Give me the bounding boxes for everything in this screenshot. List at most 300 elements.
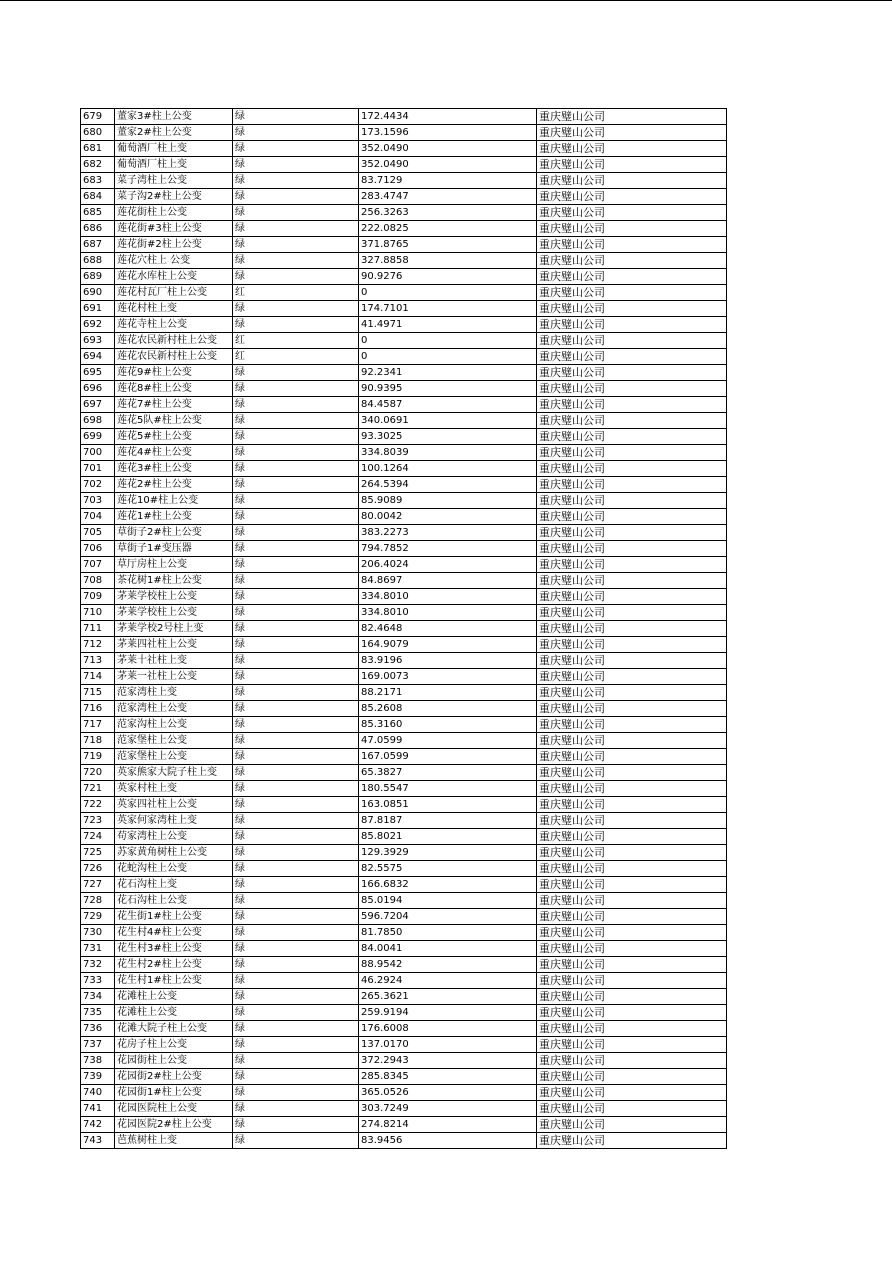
value-cell: 163.0851 [359, 797, 537, 813]
transformer-name-cell: 花滩柱上公变 [115, 1005, 233, 1021]
data-table-body [81, 109, 727, 1149]
row-number-cell: 732 [81, 957, 115, 973]
table-row [81, 461, 727, 477]
value-cell: 283.4747 [359, 189, 537, 205]
value-cell: 596.7204 [359, 909, 537, 925]
row-number-cell: 716 [81, 701, 115, 717]
status-cell: 绿 [233, 205, 359, 221]
table-row [81, 621, 727, 637]
status-cell: 绿 [233, 1085, 359, 1101]
row-number-cell: 719 [81, 749, 115, 765]
transformer-name-cell: 花蛇沟柱上公变 [115, 861, 233, 877]
table-row [81, 237, 727, 253]
company-cell: 重庆璧山公司 [537, 413, 727, 429]
row-number-cell: 718 [81, 733, 115, 749]
value-cell: 82.5575 [359, 861, 537, 877]
row-number-cell: 724 [81, 829, 115, 845]
table-row [81, 573, 727, 589]
company-cell: 重庆璧山公司 [537, 797, 727, 813]
row-number-cell: 709 [81, 589, 115, 605]
transformer-name-cell: 莲花农民新村柱上公变 [115, 333, 233, 349]
table-row [81, 445, 727, 461]
value-cell: 222.0825 [359, 221, 537, 237]
table-row [81, 477, 727, 493]
status-cell: 绿 [233, 1053, 359, 1069]
company-cell: 重庆璧山公司 [537, 989, 727, 1005]
table-row [81, 317, 727, 333]
transformer-name-cell: 莲花4#柱上公变 [115, 445, 233, 461]
status-cell: 绿 [233, 1117, 359, 1133]
value-cell: 84.8697 [359, 573, 537, 589]
transformer-name-cell: 苟家湾柱上公变 [115, 829, 233, 845]
transformer-name-cell: 茶花树1#柱上公变 [115, 573, 233, 589]
table-row [81, 829, 727, 845]
table-row [81, 285, 727, 301]
value-cell: 372.2943 [359, 1053, 537, 1069]
row-number-cell: 739 [81, 1069, 115, 1085]
value-cell: 85.9089 [359, 493, 537, 509]
status-cell: 绿 [233, 221, 359, 237]
company-cell: 重庆璧山公司 [537, 765, 727, 781]
table-row [81, 109, 727, 125]
row-number-cell: 712 [81, 637, 115, 653]
value-cell: 85.2608 [359, 701, 537, 717]
status-cell: 红 [233, 349, 359, 365]
value-cell: 0 [359, 349, 537, 365]
company-cell: 重庆璧山公司 [537, 285, 727, 301]
row-number-cell: 685 [81, 205, 115, 221]
company-cell: 重庆璧山公司 [537, 877, 727, 893]
row-number-cell: 730 [81, 925, 115, 941]
page-top-border [0, 0, 892, 1]
value-cell: 85.8021 [359, 829, 537, 845]
row-number-cell: 714 [81, 669, 115, 685]
row-number-cell: 707 [81, 557, 115, 573]
company-cell: 重庆璧山公司 [537, 109, 727, 125]
company-cell: 重庆璧山公司 [537, 557, 727, 573]
company-cell: 重庆璧山公司 [537, 269, 727, 285]
company-cell: 重庆璧山公司 [537, 685, 727, 701]
status-cell: 绿 [233, 269, 359, 285]
status-cell: 绿 [233, 381, 359, 397]
table-row [81, 877, 727, 893]
status-cell: 绿 [233, 1101, 359, 1117]
transformer-name-cell: 莲花7#柱上公变 [115, 397, 233, 413]
transformer-name-cell: 莲花村柱上变 [115, 301, 233, 317]
table-row [81, 541, 727, 557]
status-cell: 绿 [233, 573, 359, 589]
status-cell: 绿 [233, 109, 359, 125]
row-number-cell: 726 [81, 861, 115, 877]
table-row [81, 509, 727, 525]
company-cell: 重庆璧山公司 [537, 253, 727, 269]
table-row [81, 957, 727, 973]
status-cell: 绿 [233, 685, 359, 701]
value-cell: 88.9542 [359, 957, 537, 973]
transformer-name-cell: 芭蕉树柱上变 [115, 1133, 233, 1149]
transformer-name-cell: 花滩大院子柱上公变 [115, 1021, 233, 1037]
row-number-cell: 728 [81, 893, 115, 909]
value-cell: 334.8010 [359, 605, 537, 621]
transformer-name-cell: 英家熊家大院子柱上变 [115, 765, 233, 781]
transformer-name-cell: 苏家黄角树柱上公变 [115, 845, 233, 861]
transformer-name-cell: 花生街1#柱上公变 [115, 909, 233, 925]
status-cell: 绿 [233, 765, 359, 781]
status-cell: 绿 [233, 173, 359, 189]
company-cell: 重庆璧山公司 [537, 1037, 727, 1053]
status-cell: 绿 [233, 653, 359, 669]
row-number-cell: 701 [81, 461, 115, 477]
company-cell: 重庆璧山公司 [537, 829, 727, 845]
company-cell: 重庆璧山公司 [537, 1005, 727, 1021]
status-cell: 绿 [233, 397, 359, 413]
value-cell: 0 [359, 285, 537, 301]
row-number-cell: 690 [81, 285, 115, 301]
value-cell: 81.7850 [359, 925, 537, 941]
table-row [81, 301, 727, 317]
company-cell: 重庆璧山公司 [537, 173, 727, 189]
transformer-name-cell: 茅莱学校柱上公变 [115, 605, 233, 621]
company-cell: 重庆璧山公司 [537, 733, 727, 749]
value-cell: 85.3160 [359, 717, 537, 733]
row-number-cell: 708 [81, 573, 115, 589]
row-number-cell: 681 [81, 141, 115, 157]
row-number-cell: 682 [81, 157, 115, 173]
table-row [81, 733, 727, 749]
company-cell: 重庆璧山公司 [537, 525, 727, 541]
value-cell: 340.0691 [359, 413, 537, 429]
status-cell: 绿 [233, 989, 359, 1005]
value-cell: 365.0526 [359, 1085, 537, 1101]
company-cell: 重庆璧山公司 [537, 317, 727, 333]
company-cell: 重庆璧山公司 [537, 333, 727, 349]
company-cell: 重庆璧山公司 [537, 1085, 727, 1101]
transformer-name-cell: 范家沟柱上公变 [115, 717, 233, 733]
company-cell: 重庆璧山公司 [537, 1117, 727, 1133]
value-cell: 264.5394 [359, 477, 537, 493]
transformer-name-cell: 莲花农民新村柱上公变 [115, 349, 233, 365]
transformer-name-cell: 董家2#柱上公变 [115, 125, 233, 141]
value-cell: 41.4971 [359, 317, 537, 333]
table-row [81, 861, 727, 877]
transformer-name-cell: 花石沟柱上公变 [115, 893, 233, 909]
table-row [81, 429, 727, 445]
company-cell: 重庆璧山公司 [537, 1069, 727, 1085]
status-cell: 绿 [233, 461, 359, 477]
table-row [81, 141, 727, 157]
table-row [81, 125, 727, 141]
company-cell: 重庆璧山公司 [537, 909, 727, 925]
status-cell: 红 [233, 285, 359, 301]
row-number-cell: 731 [81, 941, 115, 957]
row-number-cell: 686 [81, 221, 115, 237]
company-cell: 重庆璧山公司 [537, 221, 727, 237]
value-cell: 259.9194 [359, 1005, 537, 1021]
value-cell: 172.4434 [359, 109, 537, 125]
company-cell: 重庆璧山公司 [537, 1021, 727, 1037]
table-row [81, 493, 727, 509]
transformer-name-cell: 莲花9#柱上公变 [115, 365, 233, 381]
table-row [81, 1053, 727, 1069]
table-row [81, 653, 727, 669]
table-row [81, 925, 727, 941]
value-cell: 164.9079 [359, 637, 537, 653]
status-cell: 绿 [233, 941, 359, 957]
table-row [81, 253, 727, 269]
transformer-name-cell: 茅莱一社柱上公变 [115, 669, 233, 685]
transformer-name-cell: 茅莱学校2号柱上变 [115, 621, 233, 637]
transformer-name-cell: 花园街柱上公变 [115, 1053, 233, 1069]
value-cell: 90.9276 [359, 269, 537, 285]
status-cell: 绿 [233, 1069, 359, 1085]
status-cell: 绿 [233, 301, 359, 317]
transformer-name-cell: 花园街2#柱上公变 [115, 1069, 233, 1085]
company-cell: 重庆璧山公司 [537, 957, 727, 973]
row-number-cell: 694 [81, 349, 115, 365]
transformer-name-cell: 茅莱十社柱上变 [115, 653, 233, 669]
company-cell: 重庆璧山公司 [537, 397, 727, 413]
company-cell: 重庆璧山公司 [537, 429, 727, 445]
company-cell: 重庆璧山公司 [537, 125, 727, 141]
company-cell: 重庆璧山公司 [537, 141, 727, 157]
transformer-name-cell: 花生村4#柱上公变 [115, 925, 233, 941]
status-cell: 绿 [233, 749, 359, 765]
row-number-cell: 717 [81, 717, 115, 733]
table-row [81, 605, 727, 621]
transformer-name-cell: 菜子湾柱上公变 [115, 173, 233, 189]
table-row [81, 845, 727, 861]
row-number-cell: 705 [81, 525, 115, 541]
status-cell: 绿 [233, 237, 359, 253]
transformer-name-cell: 花生村1#柱上公变 [115, 973, 233, 989]
status-cell: 绿 [233, 525, 359, 541]
table-row [81, 173, 727, 189]
table-row [81, 637, 727, 653]
transformer-name-cell: 莲花村瓦厂柱上公变 [115, 285, 233, 301]
row-number-cell: 697 [81, 397, 115, 413]
value-cell: 90.9395 [359, 381, 537, 397]
transformer-name-cell: 草厅房柱上公变 [115, 557, 233, 573]
value-cell: 334.8039 [359, 445, 537, 461]
table-row [81, 1133, 727, 1149]
transformer-name-cell: 董家3#柱上公变 [115, 109, 233, 125]
company-cell: 重庆璧山公司 [537, 301, 727, 317]
status-cell: 绿 [233, 445, 359, 461]
status-cell: 绿 [233, 125, 359, 141]
table-row [81, 989, 727, 1005]
transformer-name-cell: 范家堡柱上公变 [115, 749, 233, 765]
company-cell: 重庆璧山公司 [537, 493, 727, 509]
table-row [81, 557, 727, 573]
status-cell: 绿 [233, 973, 359, 989]
status-cell: 绿 [233, 717, 359, 733]
company-cell: 重庆璧山公司 [537, 573, 727, 589]
transformer-name-cell: 莲花5#柱上公变 [115, 429, 233, 445]
company-cell: 重庆璧山公司 [537, 541, 727, 557]
transformer-name-cell: 莲花1#柱上公变 [115, 509, 233, 525]
row-number-cell: 727 [81, 877, 115, 893]
status-cell: 绿 [233, 781, 359, 797]
transformer-name-cell: 草街子2#柱上公变 [115, 525, 233, 541]
table-row [81, 413, 727, 429]
value-cell: 93.3025 [359, 429, 537, 445]
row-number-cell: 695 [81, 365, 115, 381]
company-cell: 重庆璧山公司 [537, 637, 727, 653]
row-number-cell: 687 [81, 237, 115, 253]
status-cell: 绿 [233, 861, 359, 877]
status-cell: 绿 [233, 365, 359, 381]
transformer-name-cell: 莲花10#柱上公变 [115, 493, 233, 509]
status-cell: 绿 [233, 317, 359, 333]
table-row [81, 589, 727, 605]
transformer-name-cell: 花滩柱上公变 [115, 989, 233, 1005]
transformer-name-cell: 花生村3#柱上公变 [115, 941, 233, 957]
table-row [81, 941, 727, 957]
value-cell: 256.3263 [359, 205, 537, 221]
table-row [81, 717, 727, 733]
company-cell: 重庆璧山公司 [537, 781, 727, 797]
table-row [81, 1021, 727, 1037]
value-cell: 303.7249 [359, 1101, 537, 1117]
company-cell: 重庆璧山公司 [537, 205, 727, 221]
transformer-name-cell: 莲花5队#柱上公变 [115, 413, 233, 429]
transformer-name-cell: 葡萄酒厂柱上变 [115, 157, 233, 173]
value-cell: 167.0599 [359, 749, 537, 765]
row-number-cell: 733 [81, 973, 115, 989]
value-cell: 100.1264 [359, 461, 537, 477]
row-number-cell: 691 [81, 301, 115, 317]
value-cell: 265.3621 [359, 989, 537, 1005]
company-cell: 重庆璧山公司 [537, 845, 727, 861]
table-row [81, 893, 727, 909]
company-cell: 重庆璧山公司 [537, 381, 727, 397]
status-cell: 绿 [233, 669, 359, 685]
value-cell: 83.7129 [359, 173, 537, 189]
status-cell: 绿 [233, 477, 359, 493]
value-cell: 371.8765 [359, 237, 537, 253]
transformer-name-cell: 范家湾柱上公变 [115, 701, 233, 717]
table-row [81, 205, 727, 221]
company-cell: 重庆璧山公司 [537, 445, 727, 461]
table-row [81, 1037, 727, 1053]
status-cell: 绿 [233, 1021, 359, 1037]
status-cell: 绿 [233, 493, 359, 509]
value-cell: 274.8214 [359, 1117, 537, 1133]
transformer-name-cell: 莲花街#3柱上公变 [115, 221, 233, 237]
status-cell: 绿 [233, 157, 359, 173]
value-cell: 82.4648 [359, 621, 537, 637]
value-cell: 47.0599 [359, 733, 537, 749]
row-number-cell: 735 [81, 1005, 115, 1021]
value-cell: 794.7852 [359, 541, 537, 557]
table-row [81, 381, 727, 397]
table-row [81, 813, 727, 829]
transformer-name-cell: 莲花2#柱上公变 [115, 477, 233, 493]
value-cell: 83.9196 [359, 653, 537, 669]
value-cell: 166.6832 [359, 877, 537, 893]
table-row [81, 269, 727, 285]
table-row [81, 221, 727, 237]
value-cell: 87.8187 [359, 813, 537, 829]
table-row [81, 1117, 727, 1133]
row-number-cell: 698 [81, 413, 115, 429]
company-cell: 重庆璧山公司 [537, 925, 727, 941]
status-cell: 绿 [233, 509, 359, 525]
status-cell: 绿 [233, 413, 359, 429]
table-row [81, 1005, 727, 1021]
row-number-cell: 684 [81, 189, 115, 205]
row-number-cell: 723 [81, 813, 115, 829]
company-cell: 重庆璧山公司 [537, 941, 727, 957]
table-row [81, 797, 727, 813]
company-cell: 重庆璧山公司 [537, 509, 727, 525]
status-cell: 绿 [233, 813, 359, 829]
table-row [81, 333, 727, 349]
company-cell: 重庆璧山公司 [537, 157, 727, 173]
status-cell: 绿 [233, 1005, 359, 1021]
table-row [81, 765, 727, 781]
row-number-cell: 713 [81, 653, 115, 669]
value-cell: 84.0041 [359, 941, 537, 957]
company-cell: 重庆璧山公司 [537, 461, 727, 477]
transformer-name-cell: 范家堡柱上公变 [115, 733, 233, 749]
row-number-cell: 706 [81, 541, 115, 557]
company-cell: 重庆璧山公司 [537, 477, 727, 493]
status-cell: 绿 [233, 893, 359, 909]
value-cell: 169.0073 [359, 669, 537, 685]
company-cell: 重庆璧山公司 [537, 1133, 727, 1149]
row-number-cell: 725 [81, 845, 115, 861]
transformer-name-cell: 英家何家湾柱上变 [115, 813, 233, 829]
value-cell: 176.6008 [359, 1021, 537, 1037]
value-cell: 85.0194 [359, 893, 537, 909]
company-cell: 重庆璧山公司 [537, 813, 727, 829]
status-cell: 绿 [233, 141, 359, 157]
transformer-name-cell: 莲花3#柱上公变 [115, 461, 233, 477]
transformer-name-cell: 莲花街#2柱上公变 [115, 237, 233, 253]
row-number-cell: 743 [81, 1133, 115, 1149]
status-cell: 绿 [233, 637, 359, 653]
company-cell: 重庆璧山公司 [537, 669, 727, 685]
company-cell: 重庆璧山公司 [537, 861, 727, 877]
status-cell: 绿 [233, 189, 359, 205]
status-cell: 绿 [233, 845, 359, 861]
status-cell: 红 [233, 333, 359, 349]
table-row [81, 1101, 727, 1117]
row-number-cell: 711 [81, 621, 115, 637]
company-cell: 重庆璧山公司 [537, 621, 727, 637]
transformer-name-cell: 英家村柱上变 [115, 781, 233, 797]
value-cell: 352.0490 [359, 141, 537, 157]
transformer-name-cell: 花房子柱上公变 [115, 1037, 233, 1053]
company-cell: 重庆璧山公司 [537, 749, 727, 765]
status-cell: 绿 [233, 957, 359, 973]
transformer-name-cell: 莲花8#柱上公变 [115, 381, 233, 397]
row-number-cell: 715 [81, 685, 115, 701]
transformer-name-cell: 莲花穴柱上 公变 [115, 253, 233, 269]
status-cell: 绿 [233, 877, 359, 893]
value-cell: 80.0042 [359, 509, 537, 525]
row-number-cell: 742 [81, 1117, 115, 1133]
value-cell: 46.2924 [359, 973, 537, 989]
row-number-cell: 720 [81, 765, 115, 781]
transformer-name-cell: 茅莱四社柱上公变 [115, 637, 233, 653]
transformer-name-cell: 花园医院柱上公变 [115, 1101, 233, 1117]
table-row [81, 781, 727, 797]
data-table [80, 108, 727, 1149]
table-row [81, 701, 727, 717]
value-cell: 92.2341 [359, 365, 537, 381]
